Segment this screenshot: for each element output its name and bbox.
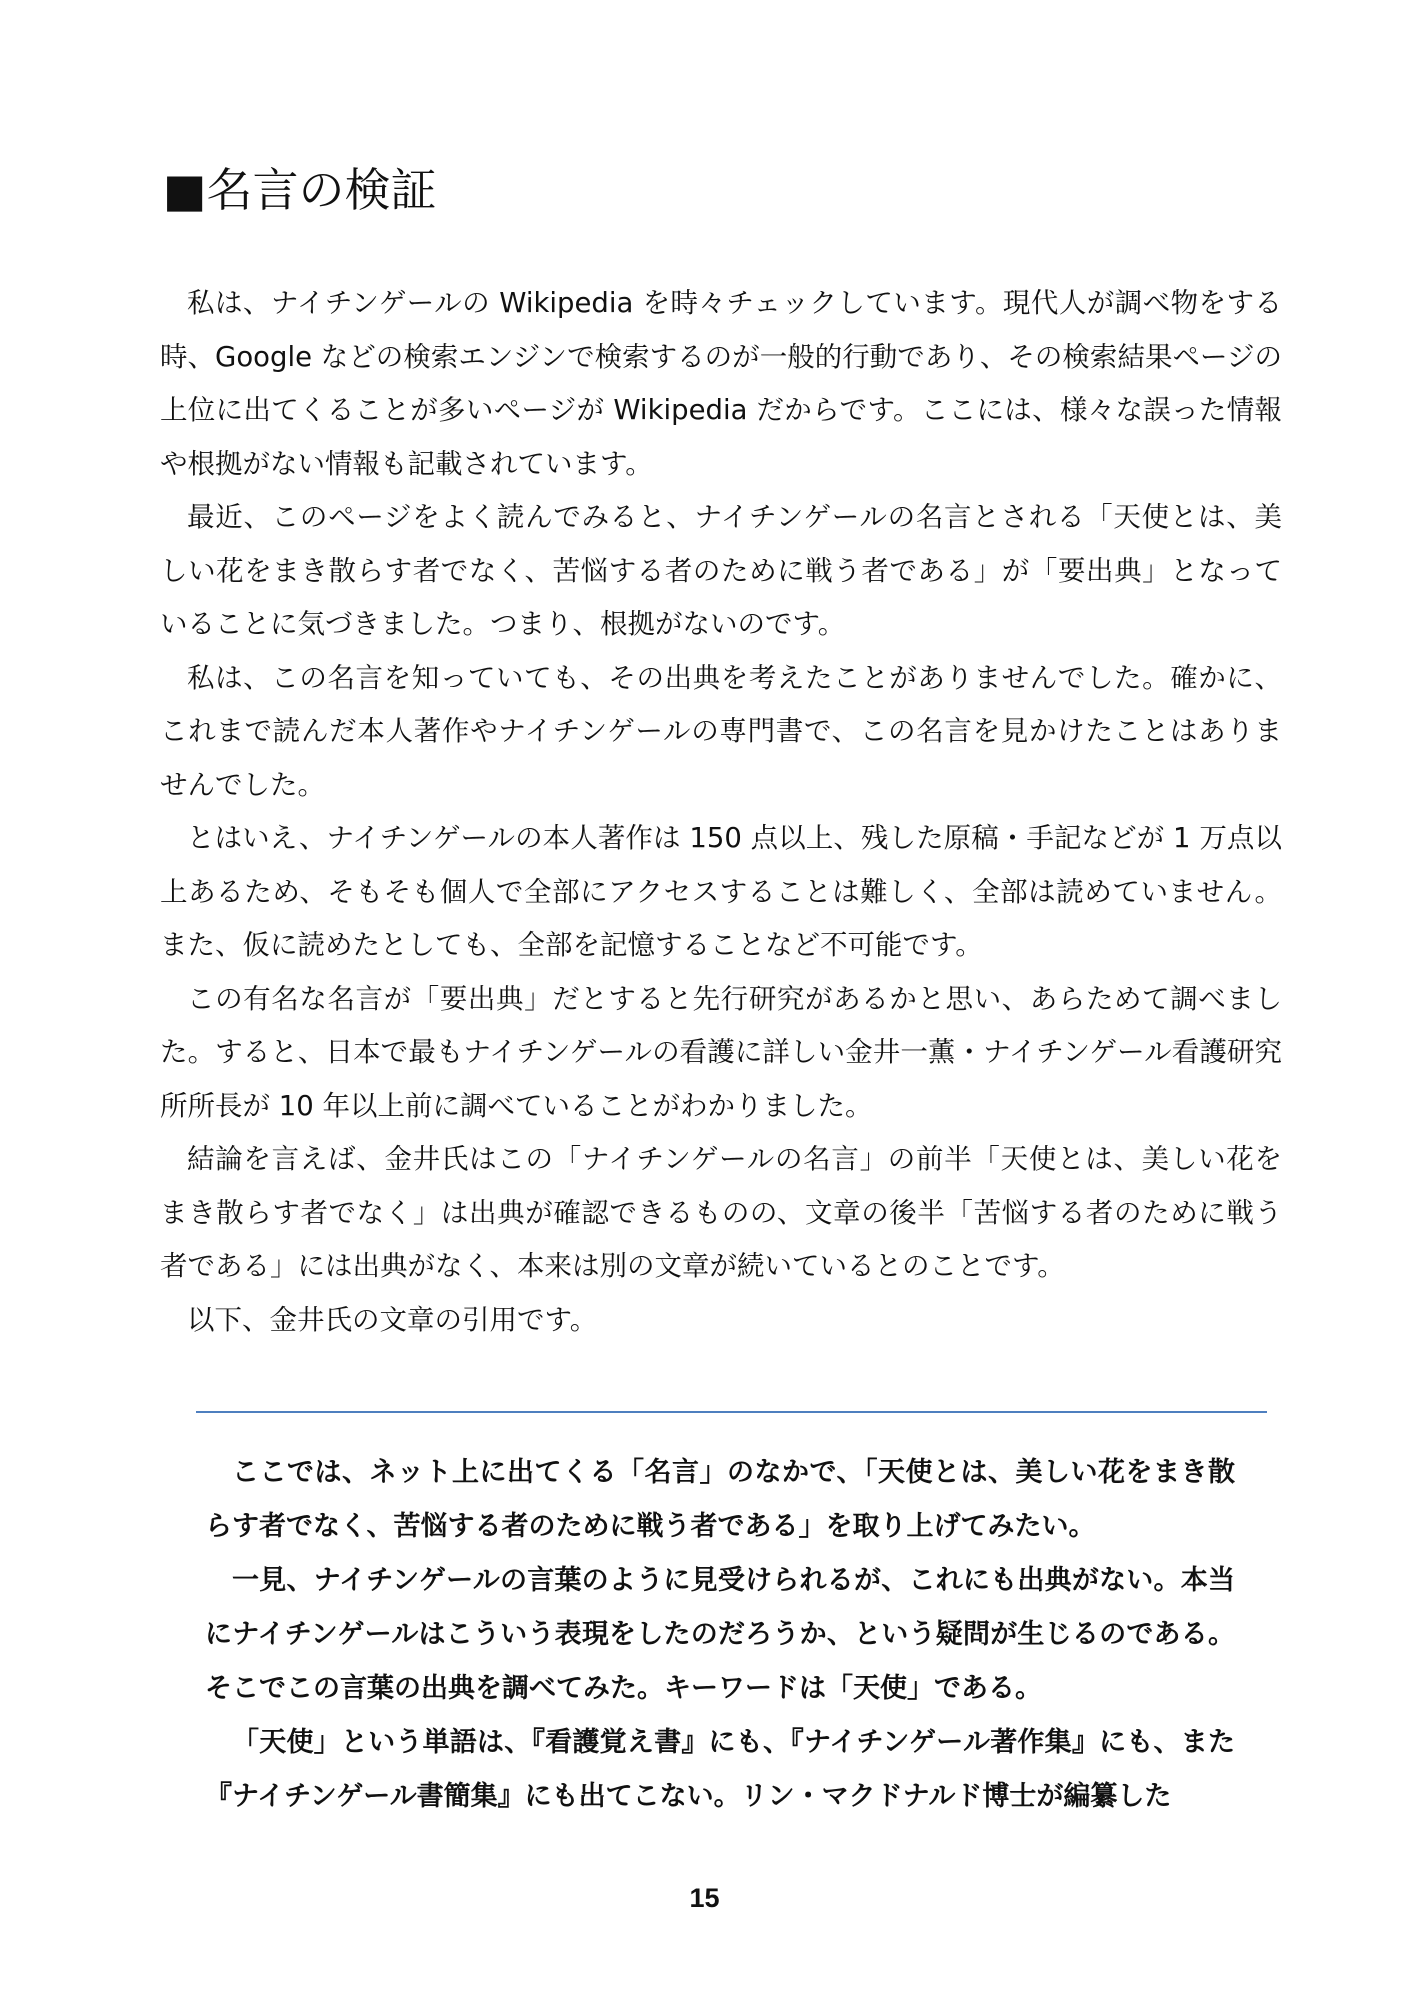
- paragraph: 以下、金井氏の文章の引用です。: [187, 1303, 598, 1336]
- page-number: 15: [689, 1883, 720, 1913]
- paragraph: 最近、このページをよく読んでみると、ナイチンゲールの名言とされる「天使とは、美しい花をまき散らす者でなく、苦悩する者のために戦う者である」が「要出典」となっていることに気づきました。つまり、根拠がないのです。: [160, 501, 1282, 640]
- paragraph: この有名な名言が「要出典」だとすると先行研究があるかと思い、あらためて調べました。すると、日本で最もナイチンゲールの看護に詳しい金井一薫・ナイチンゲール看護研究所所長が 10 年以上前に調べていることがわかりました。: [160, 982, 1282, 1122]
- body-text: [160, 277, 1282, 1347]
- quote-paragraph: 「天使」という単語は、『看護覚え書』にも、『ナイチンゲール著作集』にも、また『ナイチンゲール書簡集』にも出てこない。リン・マクドナルド博士が編纂した: [205, 1727, 1235, 1812]
- paragraph: とはいえ、ナイチンゲールの本人著作は 150 点以上、残した原稿・手記などが 1 万点以上あるため、そもそも個人で全部にアクセスすることは難しく、全部は読めていません。また、仮に読めたとしても、全部を記憶することなど不可能です。: [160, 822, 1282, 961]
- paragraph: 私は、ナイチンゲールの Wikipedia を時々チェックしています。現代人が調べ物をする時、Google などの検索エンジンで検索するのが一般的行動であり、その検索結果ページの上位に出てくることが多いページが Wikipedia だからです。ここには、様々な誤った情報や根拠がない情報も記載されています。: [160, 287, 1282, 480]
- quote-paragraph: 一見、ナイチンゲールの言葉のように見受けられるが、これにも出典がない。本当にナイチンゲールはこういう表現をしたのだろうか、という疑問が生じるのである。そこでこの言葉の出典を調べてみた。キーワードは「天使」である。: [205, 1565, 1235, 1704]
- quoted-passage: [205, 1446, 1235, 1824]
- paragraph: 結論を言えば、金井氏はこの「ナイチンゲールの名言」の前半「天使とは、美しい花をまき散らす者でなく」は出典が確認できるものの、文章の後半「苦悩する者のために戦う者である」には出典がなく、本来は別の文章が続いているとのことです。: [160, 1143, 1282, 1282]
- paragraph: 私は、この名言を知っていても、その出典を考えたことがありませんでした。確かに、これまで読んだ本人著作やナイチンゲールの専門書で、この名言を見かけたことはありませんでした。: [160, 661, 1282, 801]
- section-heading: ■名言の検証: [163, 163, 437, 217]
- quote-divider: [196, 1411, 1267, 1413]
- quote-paragraph: ここでは、ネット上に出てくる「名言」のなかで、「天使とは、美しい花をまき散らす者でなく、苦悩する者のために戦う者である」を取り上げてみたい。: [205, 1457, 1235, 1542]
